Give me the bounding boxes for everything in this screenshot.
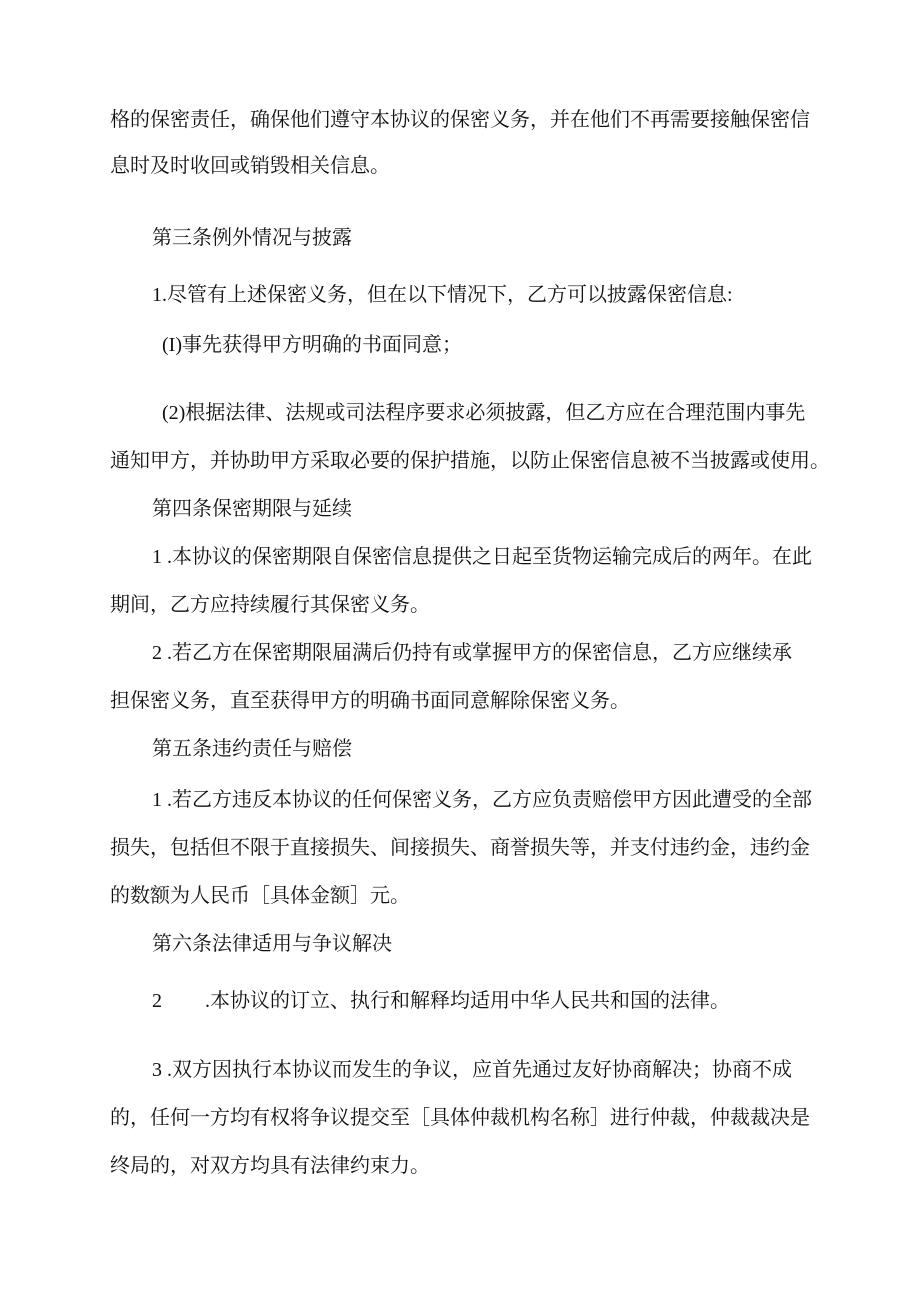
paragraph-line: 损失，包括但不限于直接损失、间接损失、商誉损失等，并支付违约金，违约金 bbox=[110, 837, 810, 859]
clause-number: 2 bbox=[152, 990, 162, 1012]
paragraph-line: 的，任何一方均有权将争议提交至［具体仲裁机构名称］进行仲裁，仲裁裁决是 bbox=[110, 1107, 810, 1129]
paragraph-line: 3 .双方因执行本协议而发生的争议，应首先通过友好协商解决；协商不成 bbox=[152, 1059, 792, 1081]
paragraph-line: .本协议的订立、执行和解释均适用中华人民共和国的法律。 bbox=[205, 990, 730, 1012]
paragraph-line: 终局的，对双方均具有法律约束力。 bbox=[110, 1155, 430, 1177]
article-heading: 第三条例外情况与披露 bbox=[152, 227, 352, 249]
paragraph-line: 2 .若乙方在保密期限届满后仍持有或掌握甲方的保密信息，乙方应继续承 bbox=[152, 642, 792, 664]
paragraph-line: 担保密义务，直至获得甲方的明确书面同意解除保密义务。 bbox=[110, 690, 630, 712]
article-heading: 第四条保密期限与延续 bbox=[152, 498, 352, 520]
paragraph-line: 期间，乙方应持续履行其保密义务。 bbox=[110, 594, 430, 616]
article-heading: 第六条法律适用与争议解决 bbox=[152, 933, 392, 955]
paragraph-line: 通知甲方，并协助甲方采取必要的保护措施，以防止保密信息被不当披露或使用。 bbox=[110, 450, 830, 472]
paragraph-line: 1.尽管有上述保密义务，但在以下情况下，乙方可以披露保密信息: bbox=[152, 284, 733, 306]
paragraph-line: 的数额为人民币［具体金额］元。 bbox=[110, 885, 410, 907]
list-item: (I)事先获得甲方明确的书面同意； bbox=[162, 334, 462, 356]
article-heading: 第五条违约责任与赔偿 bbox=[152, 738, 352, 760]
paragraph-line: 1 .本协议的保密期限自保密信息提供之日起至货物运输完成后的两年。在此 bbox=[152, 546, 812, 568]
paragraph-line: 格的保密责任，确保他们遵守本协议的保密义务，并在他们不再需要接触保密信 bbox=[110, 109, 810, 131]
list-item: (2)根据法律、法规或司法程序要求必须披露，但乙方应在合理范围内事先 bbox=[162, 402, 806, 424]
paragraph-line: 息时及时收回或销毁相关信息。 bbox=[110, 155, 390, 177]
paragraph-line: 1 .若乙方违反本协议的任何保密义务，乙方应负责赔偿甲方因此遭受的全部 bbox=[152, 789, 812, 811]
